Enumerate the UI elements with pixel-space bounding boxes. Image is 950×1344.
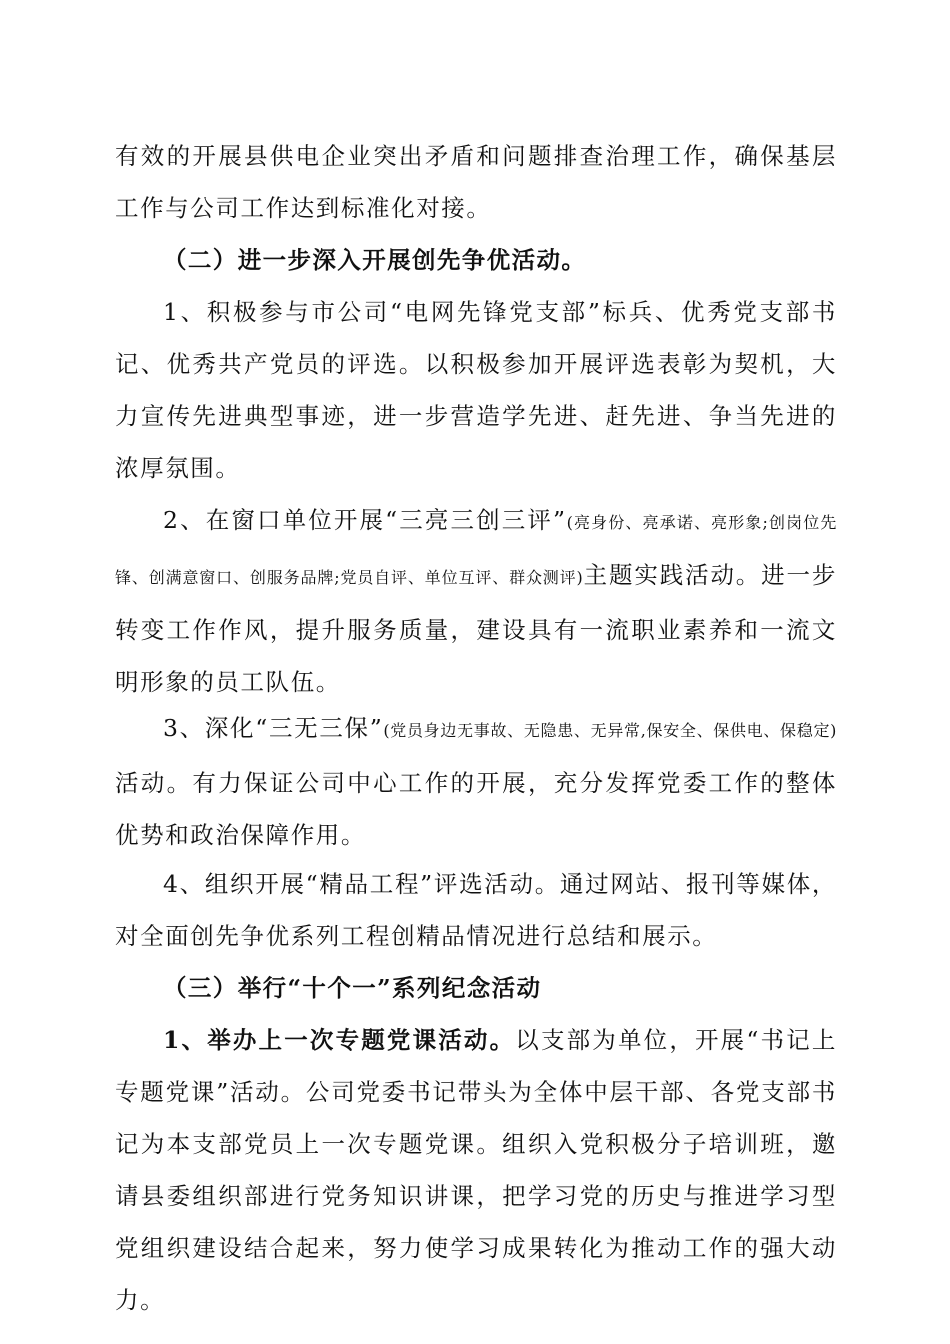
list-item-3 — [115, 702, 837, 861]
list-item-2-note: (亮身份、亮承诺、亮形象;创岗位先锋、创满意窗口、创服务品牌;党员自评、单位互评、群众测评) — [115, 513, 837, 587]
list-item-5 — [115, 1014, 837, 1326]
list-item-1: 1、积极参与市公司“电网先锋党支部”标兵、优秀党支部书记、优秀共产党员的评选。以积极参加开展评选表彰为契机，大力宣传先进典型事迹，进一步营造学先进、赶先进、争当先进的浓厚氛围。 — [115, 298, 837, 482]
list-item-3-note: (党员身边无事故、无隐患、无异常,保安全、保供电、保稳定) — [383, 721, 837, 740]
section-heading-3: （三）举行“十个一”系列纪念活动 — [163, 974, 542, 1002]
paragraph-intro: 有效的开展县供电企业突出矛盾和问题排查治理工作，确保基层工作与公司工作达到标准化对接。 — [115, 142, 837, 222]
list-item-3-lead: 3、深化“三无三保” — [163, 714, 384, 742]
list-item-2-lead: 2、在窗口单位开展“三亮三创三评” — [163, 506, 567, 534]
list-item-5-rest: 以支部为单位，开展“书记上专题党课”活动。公司党委书记带头为全体中层干部、各党支部书记为本支部党员上一次专题党课。组织入党积极分子培训班，邀请县委组织部进行党务知识讲课，把学习党的历史与推进学习型党组织建设结合起来，努力使学习成果转化为推动工作的强大动力。 — [115, 1026, 837, 1314]
list-item-2-rest: 主题实践活动。进一步转变工作作风，提升服务质量，建设具有一流职业素养和一流文明形象的员工队伍。 — [115, 561, 837, 696]
section-heading-2: （二）进一步深入开展创先争优活动。 — [163, 246, 587, 274]
list-item-3-rest: 活动。有力保证公司中心工作的开展，充分发挥党委工作的整体优势和政治保障作用。 — [115, 769, 837, 849]
list-item-5-lead: 1、举办上一次专题党课活动。 — [163, 1026, 516, 1054]
list-item-2 — [115, 494, 837, 708]
list-item-4: 4、组织开展“精品工程”评选活动。通过网站、报刊等媒体，对全面创先争优系列工程创精品情况进行总结和展示。 — [115, 870, 837, 950]
